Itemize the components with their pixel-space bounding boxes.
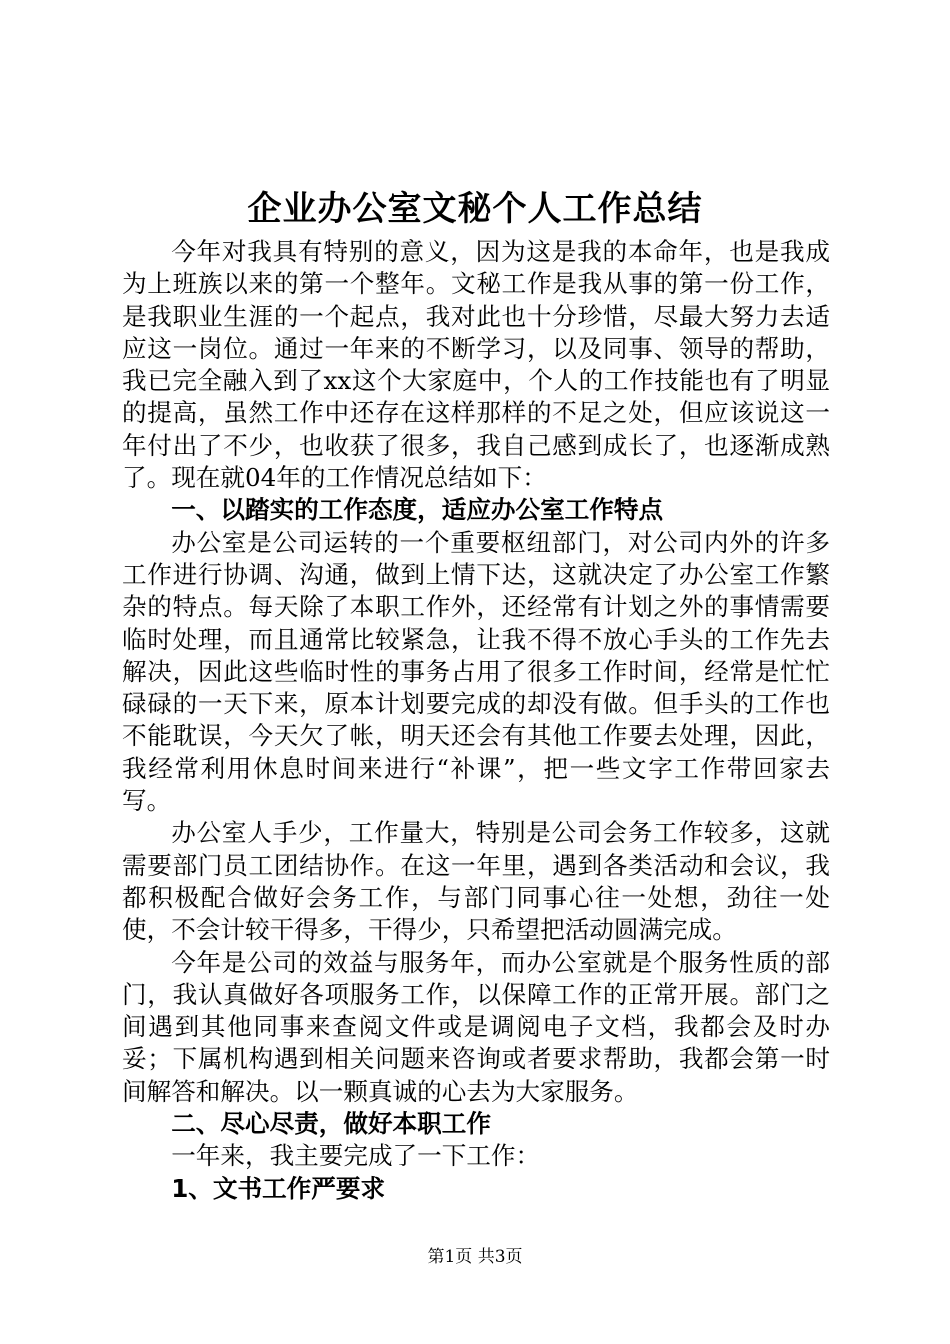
section-heading: 二、尽心尽责，做好本职工作 — [171, 1109, 491, 1139]
page-footer: 第1页 共3页 — [427, 1247, 523, 1267]
section-heading: 一、以踏实的工作态度，适应办公室工作特点 — [171, 495, 664, 525]
document-title: 企业办公室文秘个人工作总结 — [247, 189, 703, 229]
document-body — [122, 236, 830, 1205]
subsection-heading: 1、文书工作严要求 — [171, 1173, 386, 1203]
paragraph: 今年是公司的效益与服务年，而办公室就是个服务性质的部门，我认真做好各项服务工作，以保障工作的正常开展。部门之间遇到其他同事来查阅文件或是调阅电子文档，我都会及时办妥；下属机构遇到相关问题来咨询或者要求帮助，我都会第一时间解答和解决。以一颗真诚的心去为大家服务。 — [122, 947, 830, 1106]
paragraph: 一年来，我主要完成了一下工作： — [171, 1141, 541, 1171]
paragraph: 办公室是公司运转的一个重要枢纽部门，对公司内外的许多工作进行协调、沟通，做到上情下达，这就决定了办公室工作繁杂的特点。每天除了本职工作外，还经常有计划之外的事情需要临时处理，而且通常比较紧急，让我不得不放心手头的工作先去解决，因此这些临时性的事务占用了很多工作时间，经常是忙忙碌碌的一天下来，原本计划要完成的却没有做。但手头的工作也不能耽误，今天欠了帐，明天还会有其他工作要去处理，因此，我经常利用休息时间来进行“补课”，把一些文字工作带回家去写。 — [122, 527, 830, 816]
paragraph: 办公室人手少，工作量大，特别是公司会务工作较多，这就需要部门员工团结协作。在这一年里，遇到各类活动和会议，我都积极配合做好会务工作，与部门同事心往一处想，劲往一处使，不会计较干得多，干得少，只希望把活动圆满完成。 — [122, 818, 830, 945]
paragraph: 今年对我具有特别的意义，因为这是我的本命年，也是我成为上班族以来的第一个整年。文秘工作是我从事的第一份工作，是我职业生涯的一个起点，我对此也十分珍惜，尽最大努力去适应这一岗位。通过一年来的不断学习，以及同事、领导的帮助，我已完全融入到了xx这个大家庭中，个人的工作技能也有了明显的提高，虽然工作中还存在这样那样的不足之处，但应该说这一年付出了不少，也收获了很多，我自己感到成长了，也逐渐成熟了。现在就04年的工作情况总结如下： — [122, 237, 830, 493]
